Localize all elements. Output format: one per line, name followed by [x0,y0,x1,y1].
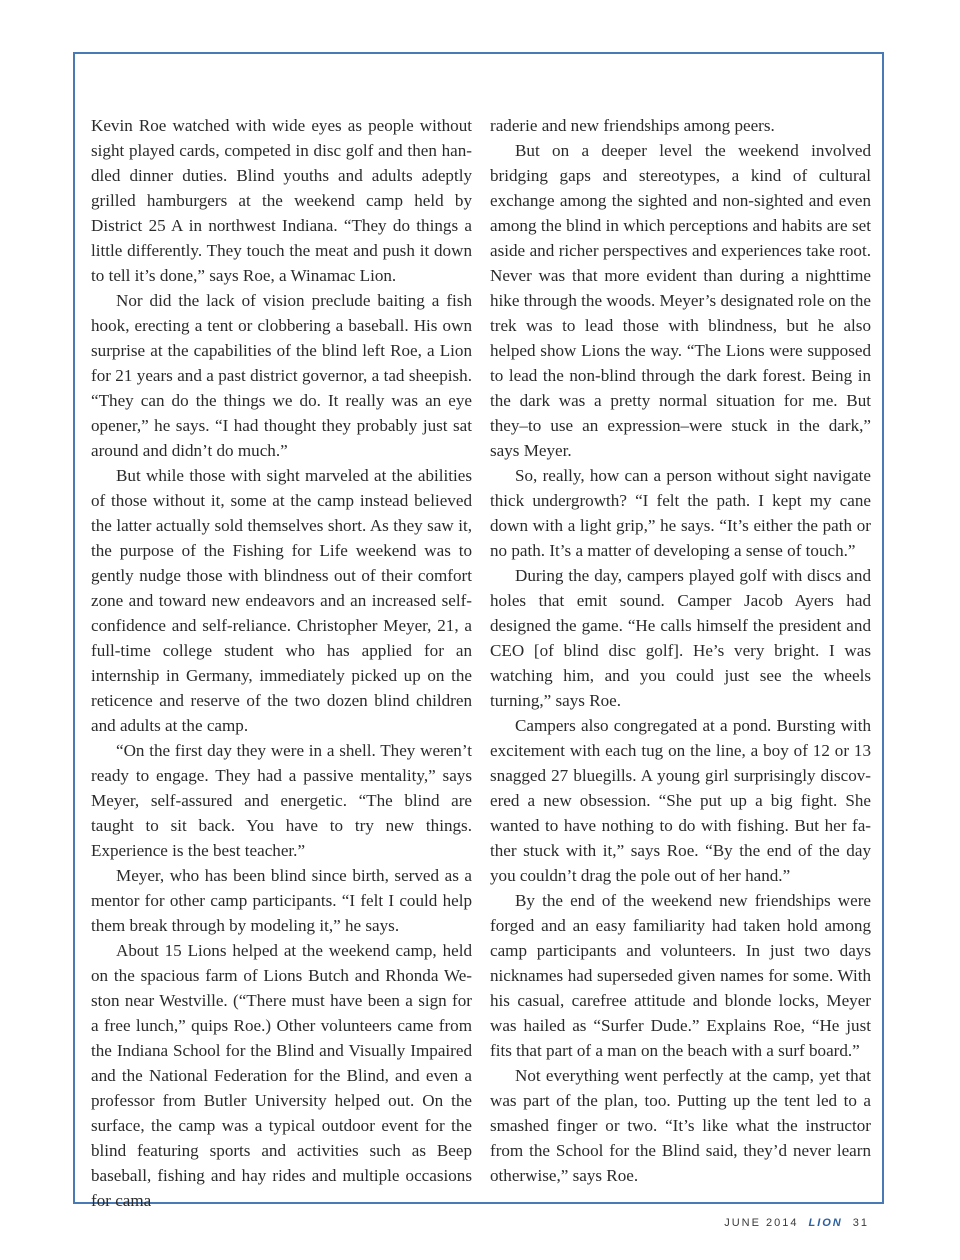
paragraph: During the day, campers played golf with discs and holes that emit sound. Camper Jacob Ayers had designed the game. “He calls himself the president and CEO [of blind disc golf]. He’s very bright. I was watching him, and you could just see the wheels turning,” says Roe. [490,566,871,710]
paragraph: Meyer, who has been blind since birth, served as a mentor for other camp participants. “I felt I could help them break through by modeling it,” he says. [91,866,472,935]
article-column-left [91,113,472,1213]
page-number: 31 [852,1217,869,1229]
paragraph: But while those with sight marveled at the abilities of those without it, some at the camp instead believed the latter actually sold themselves short. As they saw it, the purpose of the Fishing for Life weekend was to gently nudge those with blindness out of their comfort zone and toward new endeavors and an increased self-confidence and self-reliance. Christopher Meyer, 21, a full-time college student who has applied for an internship in Germany, immediately picked up on the reticence and reserve of the two dozen blind children and adults at the camp. [91,466,472,735]
paragraph: Kevin Roe watched with wide eyes as people without sight played cards, competed in disc golf and then handled dinner duties. Blind youths and adults adeptly grilled hamburgers at the weekend camp held by District 25 A in northwest Indiana. “They do things a little differently. They touch the meat and push it down to tell it’s done,” says Roe, a Winamac Lion. [91,116,472,285]
paragraph: So, really, how can a person without sight navigate thick undergrowth? “I felt the path. I kept my cane down with a light grip,” he says. “It’s either the path or no path. It’s a matter of developing a sense of touch.” [490,466,871,560]
paragraph: Nor did the lack of vision preclude baiting a fish hook, erecting a tent or clobbering a baseball. His own surprise at the capabilities of the blind left Roe, a Lion for 21 years and a past district governor, a tad sheepish. “They can do the things we do. It really was an eye opener,” he says. “I had thought they probably just sat around and didn’t do much.” [91,291,472,460]
magazine-name: LION [808,1217,843,1229]
paragraph: But on a deeper level the weekend involved bridging gaps and stereotypes, a kind of cultural exchange among the sighted and non-sighted and even among the blind in which perceptions and habits are set aside and richer perspectives and experiences take root. Never was that more evident than during a nighttime hike through the woods. Meyer’s designated role on the trek was to lead those with blindness, but he also helped show Lions the way. “The Lions were supposed to lead the non-blind through the dark forest. Being in the dark was a pretty normal situation for me. But they–to use an expression–were stuck in the dark,” says Meyer. [490,141,871,460]
page-footer [724,1217,869,1229]
paragraph: By the end of the weekend new friendships were forged and an easy familiarity had taken hold among camp participants and volunteers. In just two days nicknames had superseded given names for some. With his casual, carefree attitude and blonde locks, Meyer was hailed as “Surfer Dude.” Explains Roe, “He just fits that part of a man on the beach with a surf board.” [490,891,871,1060]
article-column-right [490,113,871,1188]
issue-date: JUNE 2014 [724,1217,799,1229]
paragraph: Campers also congregated at a pond. Bursting with excitement with each tug on the line, a boy of 12 or 13 snagged 27 bluegills. A young girl surprisingly discovered a new obsession. “She put up a big fight. She wanted to have nothing to do with fishing. But her father stuck with it,” says Roe. “By the end of the day you couldn’t drag the pole out of her hand.” [490,716,871,885]
paragraph: “On the first day they were in a shell. They weren’t ready to engage. They had a passive mentality,” says Meyer, self-assured and energetic. “The blind are taught to sit back. You have to try new things. Experience is the best teacher.” [91,741,472,860]
paragraph: raderie and new friendships among peers. [490,116,775,135]
paragraph: Not everything went perfectly at the camp, yet that was part of the plan, too. Putting up the tent led to a smashed finger or two. “It’s like what the instructor from the School for the Blind said, they’d never learn otherwise,” says Roe. [490,1066,871,1185]
paragraph: About 15 Lions helped at the weekend camp, held on the spacious farm of Lions Butch and Rhonda Weston near Westville. (“There must have been a sign for a free lunch,” quips Roe.) Other volunteers came from the Indiana School for the Blind and Visually Impaired and the National Federation for the Blind, and even a professor from Butler University helped out. On the surface, the camp was a typical outdoor event for the blind featuring sports and activities such as Beep baseball, fishing and hay rides and multiple occasions for cama [91,941,472,1210]
